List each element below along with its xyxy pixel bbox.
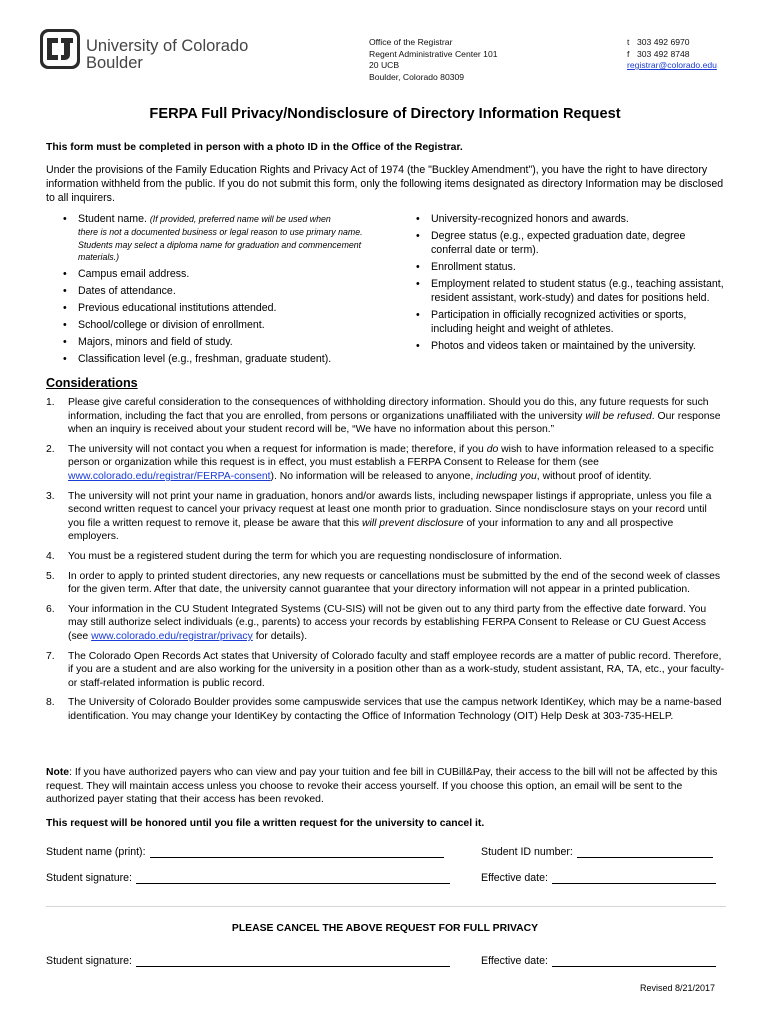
effective-date-field: [481, 871, 716, 884]
list-item: • Majors, minors and field of study.: [62, 335, 372, 349]
office-line: 20 UCB: [369, 60, 400, 70]
student-id-label: Student ID number:: [481, 846, 573, 858]
section-divider: [46, 906, 726, 907]
page-title: FERPA Full Privacy/Nondisclosure of Directory Information Request: [149, 106, 621, 122]
university-name: [86, 38, 248, 72]
office-line: Boulder, Colorado 80309: [369, 71, 465, 82]
directory-items-right: [415, 212, 725, 356]
consideration-item: 1. Please give careful consideration to the consequences of withholding directory information. Should you do this, any future requests for such information, including the fact that you are enrolled, from persons or organizations unaffiliated with the university will be refused. Our response when an inquiry is received about your student record will be, “We have no information about this person.”: [46, 397, 721, 436]
cancel-signature-label: Student signature:: [46, 955, 132, 967]
list-item: • Enrollment status.: [415, 260, 725, 274]
student-id-field: [481, 845, 713, 858]
consideration-item: 5. In order to apply to printed student directories, any new requests or cancellations must be submitted by the end of the second week of classes for the given term. After that date, the university cannot guarantee that your directory information will not appear in a printed publication.: [46, 570, 721, 596]
preferred-name-note: (If provided, preferred name will be used when: [149, 214, 331, 224]
cancel-effective-date-label: Effective date:: [481, 955, 548, 967]
university-name-line1: University of Colorado: [86, 37, 249, 55]
list-item: • Dates of attendance.: [62, 284, 372, 298]
list-item: • Photos and videos taken or maintained by the university.: [415, 339, 725, 353]
effective-date-label: Effective date:: [481, 872, 548, 884]
consideration-item: 4. You must be a registered student during the term for which you are requesting nondisclosure of information.: [46, 550, 563, 562]
phone-number: 303 492 6970: [637, 37, 690, 47]
list-item: • Employment related to student status (e.g., teaching assistant, resident assistant, work-study) and dates for positions held.: [415, 277, 725, 305]
cancel-signature-input-line[interactable]: [136, 954, 450, 967]
cu-logo-icon: [39, 28, 81, 70]
student-signature-field: [46, 871, 450, 884]
cancel-effective-date-field: [481, 954, 716, 967]
privacy-link[interactable]: www.colorado.edu/registrar/privacy: [91, 630, 253, 642]
fax-number: 303 492 8748: [637, 48, 690, 59]
list-item: • School/college or division of enrollment.: [62, 318, 372, 332]
student-id-input-line[interactable]: [577, 845, 713, 858]
list-item: • Participation in officially recognized activities or sports, including height and weight of athletes.: [415, 308, 725, 336]
email-link[interactable]: registrar@colorado.edu: [627, 60, 717, 70]
list-item: • Campus email address.: [62, 267, 372, 281]
list-item: • Previous educational institutions attended.: [62, 301, 372, 315]
list-item: • Student name. (If provided, preferred name will be used when there is not a documented business or legal reason to use primary name. Students may select a diploma name for graduation and commencement materials.): [62, 212, 372, 264]
preferred-name-subnote: there is not a documented business or legal reason to use primary name. Students may select a diploma name for graduation and commencement materials.): [78, 227, 363, 262]
office-line: Regent Administrative Center 101: [369, 48, 498, 59]
cancel-request-title: PLEASE CANCEL THE ABOVE REQUEST FOR FULL PRIVACY: [231, 923, 539, 934]
payer-note: Note: If you have authorized payers who can view and pay your tuition and fee bill in CUBill&Pay, their access to the bill will not be affected by this request. They will maintain access unless you choose to revoke their access yourself. If you choose this option, an email will be sent to the authorized payer stating that their access has been revoked.: [46, 767, 718, 806]
consideration-item: 8. The University of Colorado Boulder provides some campuswide services that use the campus network IdentiKey, which may be a name-based identification. You may change your IdentiKey by contacting the Office of Information Technology (OIT) Help Desk at 303-735-HELP.: [46, 697, 722, 722]
student-name-input-line[interactable]: [150, 845, 444, 858]
consideration-item: 2. The university will not contact you when a request for information is made; therefore, if you do wish to have information released to a specific person or organization while this request is in effect, you must establish a FERPA Consent to Release for them (see www.colorado.edu/registrar/FERPA-consent). No information will be released to anyone, including you, without proof of identity.: [46, 443, 714, 482]
phone-label: t: [627, 37, 630, 47]
office-line: Office of the Registrar: [369, 37, 453, 47]
intro-paragraph: Under the provisions of the Family Education Rights and Privacy Act of 1974 (the "Buckley Amendment"), you have the right to have directory information withheld from the public. If you do not submit this form, only the following items designated as directory Information may be disclosed to all inquirers.: [46, 164, 724, 204]
list-item: • University-recognized honors and awards.: [415, 212, 725, 226]
consideration-item: 3. The university will not print your name in graduation, honors and/or awards lists, including newspaper listings if appropriate, unless you file a second written request to cancel your privacy request at least one month prior to graduation. Since nondisclosure stays on your record until you file a written request to remove it, please be aware that this will prevent disclosure of your information to any and all prospective employers.: [46, 490, 712, 543]
considerations-list: [46, 396, 726, 729]
revision-date: Revised 8/21/2017: [640, 983, 716, 993]
in-person-notice: This form must be completed in person with a photo ID in the Office of the Registrar.: [46, 142, 463, 153]
cancel-effective-date-input-line[interactable]: [552, 954, 716, 967]
student-signature-label: Student signature:: [46, 872, 132, 884]
ferpa-consent-link[interactable]: www.colorado.edu/registrar/FERPA-consent: [68, 470, 271, 482]
effective-date-input-line[interactable]: [552, 871, 716, 884]
list-item: • Classification level (e.g., freshman, graduate student).: [62, 352, 372, 366]
directory-items-left: [62, 212, 372, 369]
student-signature-input-line[interactable]: [136, 871, 450, 884]
honored-statement: This request will be honored until you file a written request for the university to cancel it.: [46, 818, 485, 829]
cancel-signature-field: [46, 954, 450, 967]
phone-row: [627, 37, 717, 49]
fax-row: [627, 49, 717, 61]
considerations-heading: Considerations: [46, 376, 138, 390]
list-item: • Degree status (e.g., expected graduation date, degree conferral date or term).: [415, 229, 725, 257]
university-name-line2: Boulder: [86, 54, 143, 72]
office-address: [369, 37, 498, 83]
student-name-label: Student name (print):: [46, 846, 146, 858]
student-name-field: [46, 845, 444, 858]
fax-label: f: [627, 48, 630, 59]
consideration-item: 6. Your information in the CU Student Integrated Systems (CU-SIS) will not be given out to any third party from the effective date forward. You may still authorize select individuals (e.g., parents) to access your records by establishing FERPA Consent to Release or CU Guest Access (see www.colorado.edu/registrar/privacy for details).: [46, 603, 707, 642]
consideration-item: 7. The Colorado Open Records Act states that University of Colorado faculty and staff employee records are a matter of public record. Therefore, if you are a student and are also working for the university in a position other than as a work-study, student assistant, RA, TA, etc., your faculty- or staff-related information is public record.: [46, 650, 725, 689]
contact-info: [627, 37, 717, 72]
note-label: Note: [46, 767, 70, 778]
